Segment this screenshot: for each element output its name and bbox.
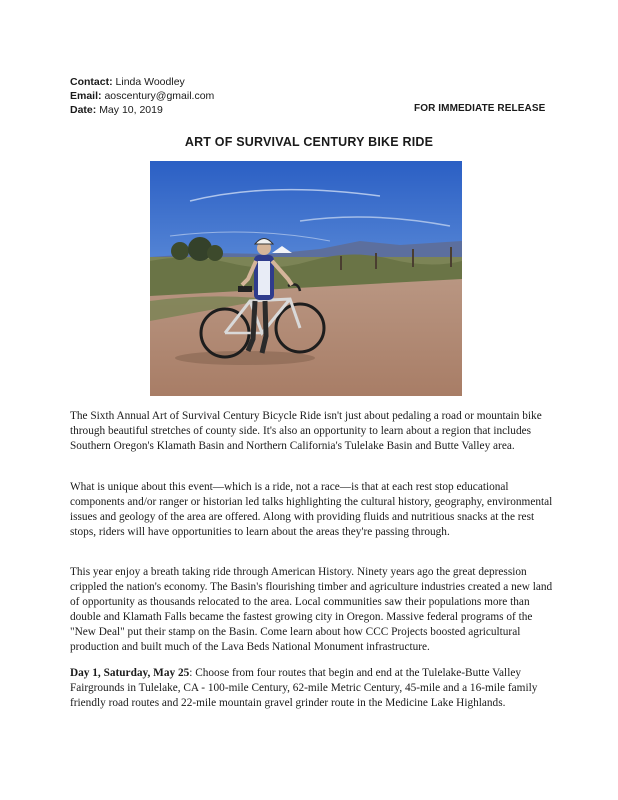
contact-row xyxy=(70,75,214,89)
day-one-paragraph xyxy=(70,666,555,711)
day-one-details: : Choose from four routes that begin and end at the Tulelake-Butte Valley Fairgrounds in Tulelake, CA - 100-mile Century, 62-mile Metric Century, 45-mile and a 16-mile family friendly road routes and 22-mile mountain gravel grinder route in the Medicine Lake Highlands. xyxy=(70,667,538,709)
cyclist-photo xyxy=(150,161,462,396)
history-paragraph xyxy=(70,565,555,655)
immediate-release-label: FOR IMMEDIATE RELEASE xyxy=(414,103,546,114)
intro-paragraph xyxy=(70,409,555,454)
history-paragraph-text: This year enjoy a breath taking ride through American History. Ninety years ago the great depression crippled the nation's economy. The Basin's flourishing timber and agriculture industries created a new land of opportunity as thousands relocated to the area. Local communities saw their populations more than double and Klamath Falls became the fastest growing city in Oregon. Massive federal programs of the "New Deal" put their stamp on the Basin. Come learn about how CCC Projects boosted agricultural production and built much of the Lava Beds National Monument infrastructure. xyxy=(70,566,553,653)
intro-paragraph-text: The Sixth Annual Art of Survival Century Bicycle Ride isn't just about pedaling a road or mountain bike through beautiful stretches of county side. It's also an opportunity to learn about a region that includes Southern Oregon's Klamath Basin and Northern California's Tulelake Basin and Butte Valley area. xyxy=(70,410,542,452)
date-row xyxy=(70,103,214,117)
page-title: ART OF SURVIVAL CENTURY BIKE RIDE xyxy=(184,135,434,149)
day-one-heading: Day 1, Saturday, May 25 xyxy=(70,667,190,679)
contact-name: Linda Woodley xyxy=(115,76,185,88)
release-date: May 10, 2019 xyxy=(99,104,163,116)
contact-label: Contact: xyxy=(70,76,113,88)
email-label: Email: xyxy=(70,90,102,102)
day-one-paragraph-text xyxy=(70,666,555,711)
email-address[interactable]: aoscentury@gmail.com xyxy=(104,90,215,102)
unique-paragraph xyxy=(70,480,555,540)
contact-block xyxy=(70,75,214,117)
email-row xyxy=(70,89,214,103)
cyclist-photo-illustration xyxy=(150,161,462,396)
unique-paragraph-text: What is unique about this event—which is a ride, not a race—is that at each rest stop educational components and/or ranger or historian led talks highlighting the cultural history, geography, environmental issues and geology of the area are offered. Along with providing fluids and nutritious snacks at the rest stops, riders will have opportunities to learn about the areas they're passing through. xyxy=(70,481,553,538)
date-label: Date: xyxy=(70,104,97,116)
